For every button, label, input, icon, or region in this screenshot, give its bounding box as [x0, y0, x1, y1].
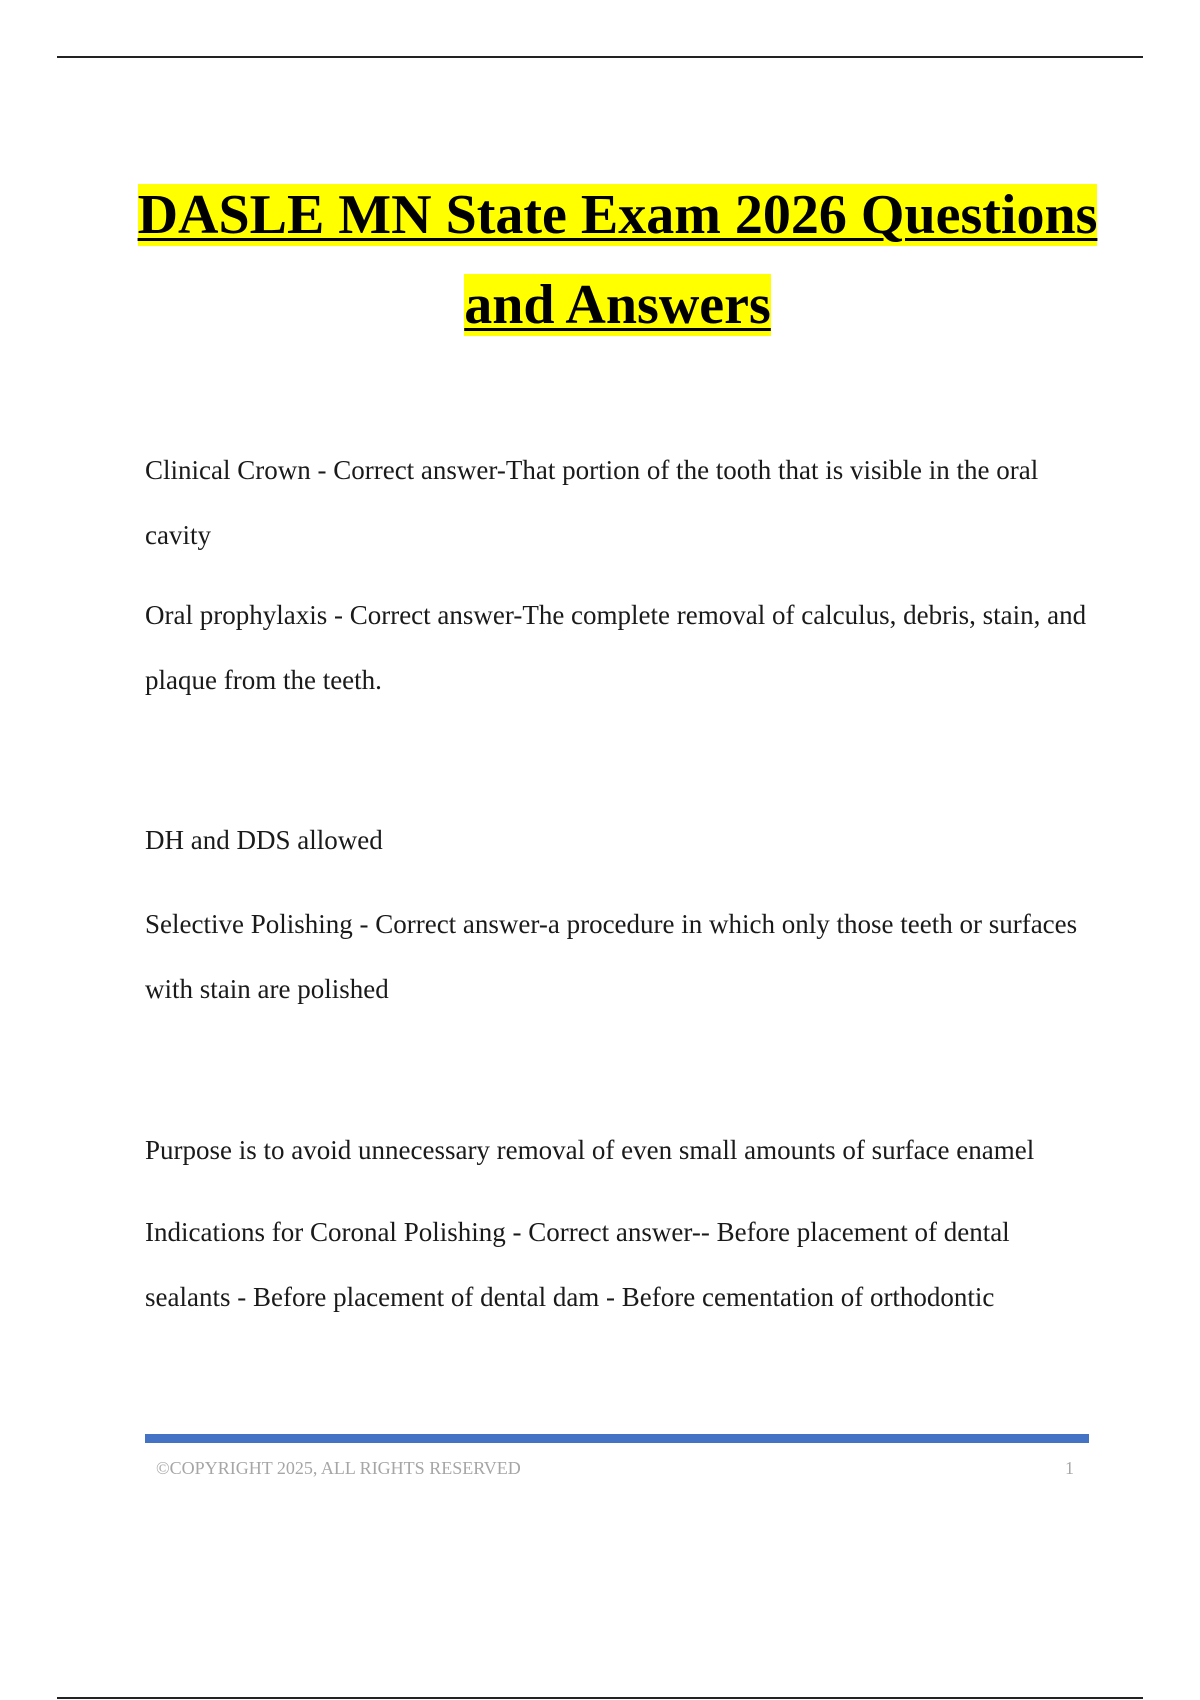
paragraph-selective-polishing: Selective Polishing - Correct answer-a procedure in which only those teeth or surfaces with stain are polished — [145, 909, 1078, 1004]
title-line-2: and Answers — [464, 274, 771, 336]
footer-page-number: 1 — [1065, 1458, 1074, 1478]
footer-bar — [145, 1434, 1089, 1443]
top-divider — [57, 56, 1143, 58]
paragraph-coronal-polishing-indications: Indications for Coronal Polishing - Correct answer-- Before placement of dental sealants - Before placement of dental dam - Before cementation of orthodontic — [145, 1217, 1010, 1312]
paragraph-oral-prophylaxis: Oral prophylaxis - Correct answer-The complete removal of calculus, debris, stain, and plaque from the teeth. — [145, 600, 1087, 695]
bottom-divider — [57, 1697, 1143, 1699]
title-line-1: DASLE MN State Exam 2026 Questions — [137, 184, 1098, 246]
footer-copyright: ©COPYRIGHT 2025, ALL RIGHTS RESERVED — [156, 1458, 521, 1478]
paragraph-clinical-crown: Clinical Crown - Correct answer-That portion of the tooth that is visible in the oral cavity — [145, 455, 1039, 550]
paragraph-purpose: Purpose is to avoid unnecessary removal of even small amounts of surface enamel — [145, 1135, 1035, 1165]
paragraph-dh-dds-allowed: DH and DDS allowed — [145, 825, 383, 855]
document-title — [0, 170, 1200, 350]
